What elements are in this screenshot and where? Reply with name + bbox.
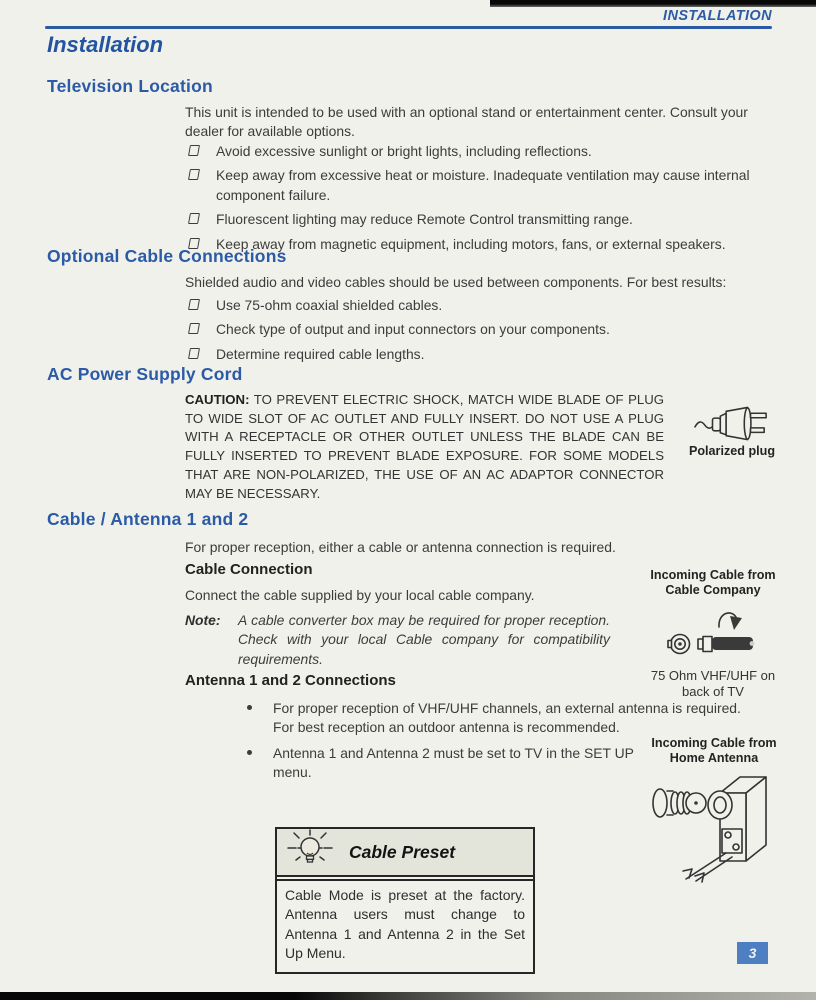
caution-text: TO PREVENT ELECTRIC SHOCK, MATCH WIDE BLADE OF PLUG TO WIDE SLOT OF AC OUTLET AND FULLY INSERT. DO NOT USE A PLUG WITH A RECEPTACLE OR OTHER OUTLET UNLESS THE BLADE CAN BE FULLY INSERTED TO PREVENT BLADE EXPOSURE. FOR SOME MODELS THAT ARE NON-POLARIZED, THE USE OF AN AC ADAPTOR CONNECTOR MAY BE NECESSARY. — [185, 392, 664, 501]
running-header: INSTALLATION — [663, 8, 772, 24]
home-antenna-caption: Incoming Cable from Home Antenna — [651, 736, 777, 766]
list-item-text: Use 75-ohm coaxial shielded cables. — [216, 297, 443, 313]
page-number-badge: 3 — [737, 942, 768, 964]
checkbox-bullet-icon — [188, 169, 200, 180]
note-block — [185, 611, 610, 669]
cable-connection-heading: Cable Connection — [185, 561, 313, 578]
note-label: Note: — [185, 612, 221, 628]
optional-cable-intro: Shielded audio and video cables should be used between components. For best results: — [185, 274, 727, 290]
section-heading-television-location: Television Location — [47, 76, 213, 96]
list-item — [189, 345, 777, 364]
lightbulb-icon — [287, 829, 333, 876]
checkbox-bullet-icon — [188, 299, 200, 310]
polarized-plug-icon — [693, 404, 771, 444]
polarized-plug-caption: Polarized plug — [688, 444, 776, 458]
home-antenna-figure — [644, 736, 784, 883]
coax-caption: 75 Ohm VHF/UHF on back of TV — [650, 667, 776, 699]
note-text: A cable converter box may be required for proper reception. Check with your local Cable company for compatibility requirements. — [238, 612, 610, 667]
cable-company-figure — [648, 568, 778, 699]
checkbox-bullet-icon — [188, 213, 200, 224]
cable-connection-text: Connect the cable supplied by your local cable company. — [185, 587, 535, 603]
list-item — [189, 210, 777, 229]
section-heading-cable-antenna: Cable / Antenna 1 and 2 — [47, 509, 249, 529]
list-item-text: For proper reception of VHF/UHF channels, an external antenna is required. For best reception an outdoor antenna is recommended. — [273, 700, 741, 736]
checkbox-bullet-icon — [188, 323, 200, 334]
cable-preset-body: Cable Mode is preset at the factory. Antenna users must change to Antenna 1 and Antenna 2 in the Set Up Menu. — [277, 879, 533, 972]
television-location-bullets — [189, 142, 777, 254]
page-title: Installation — [47, 32, 164, 57]
round-bullet-icon — [247, 750, 252, 755]
section-heading-optional-cable-connections: Optional Cable Connections — [47, 246, 287, 266]
cable-preset-box — [275, 827, 535, 974]
antenna-connections-heading: Antenna 1 and 2 Connections — [185, 672, 396, 689]
list-item-text: Check type of output and input connectors on your components. — [216, 321, 610, 338]
header-rule — [45, 26, 772, 29]
optional-cable-bullets — [189, 296, 777, 364]
cable-preset-title: Cable Preset — [349, 841, 456, 862]
list-item-text: Fluorescent lighting may reduce Remote Control transmitting range. — [216, 211, 633, 228]
round-bullet-icon — [247, 705, 252, 710]
cable-antenna-intro: For proper reception, either a cable or antenna connection is required. — [185, 539, 616, 555]
list-item — [247, 699, 752, 738]
list-item — [247, 744, 647, 783]
polarized-plug-figure — [686, 404, 778, 459]
list-item-text: Avoid excessive sunlight or bright lights, including reflections. — [216, 143, 592, 159]
section-heading-ac-power-supply-cord: AC Power Supply Cord — [47, 364, 243, 384]
antenna-balun-icon — [648, 771, 780, 883]
television-location-intro: This unit is intended to be used with an optional stand or entertainment center. Consult your dealer for available options. — [185, 104, 748, 140]
list-item-text: Antenna 1 and Antenna 2 must be set to TV in the SET UP menu. — [273, 744, 634, 781]
coax-cable-icon — [665, 605, 761, 663]
list-item — [189, 142, 777, 161]
list-item-text: Determine required cable lengths. — [216, 345, 425, 362]
list-item — [189, 320, 777, 339]
list-item — [189, 296, 777, 315]
caution-paragraph — [185, 391, 664, 503]
scan-artifact-top-bar — [490, 0, 816, 7]
cable-preset-header — [277, 829, 533, 877]
checkbox-bullet-icon — [188, 348, 200, 359]
caution-label: CAUTION: — [185, 392, 250, 407]
checkbox-bullet-icon — [188, 145, 200, 156]
list-item — [189, 166, 777, 205]
list-item-text: Keep away from magnetic equipment, including motors, fans, or external speakers. — [216, 235, 726, 252]
list-item-text: Keep away from excessive heat or moisture. Inadequate ventilation may cause internal component failure. — [216, 167, 750, 203]
cable-company-caption: Incoming Cable from Cable Company — [650, 568, 776, 598]
scan-artifact-bottom-bar — [0, 992, 816, 1000]
